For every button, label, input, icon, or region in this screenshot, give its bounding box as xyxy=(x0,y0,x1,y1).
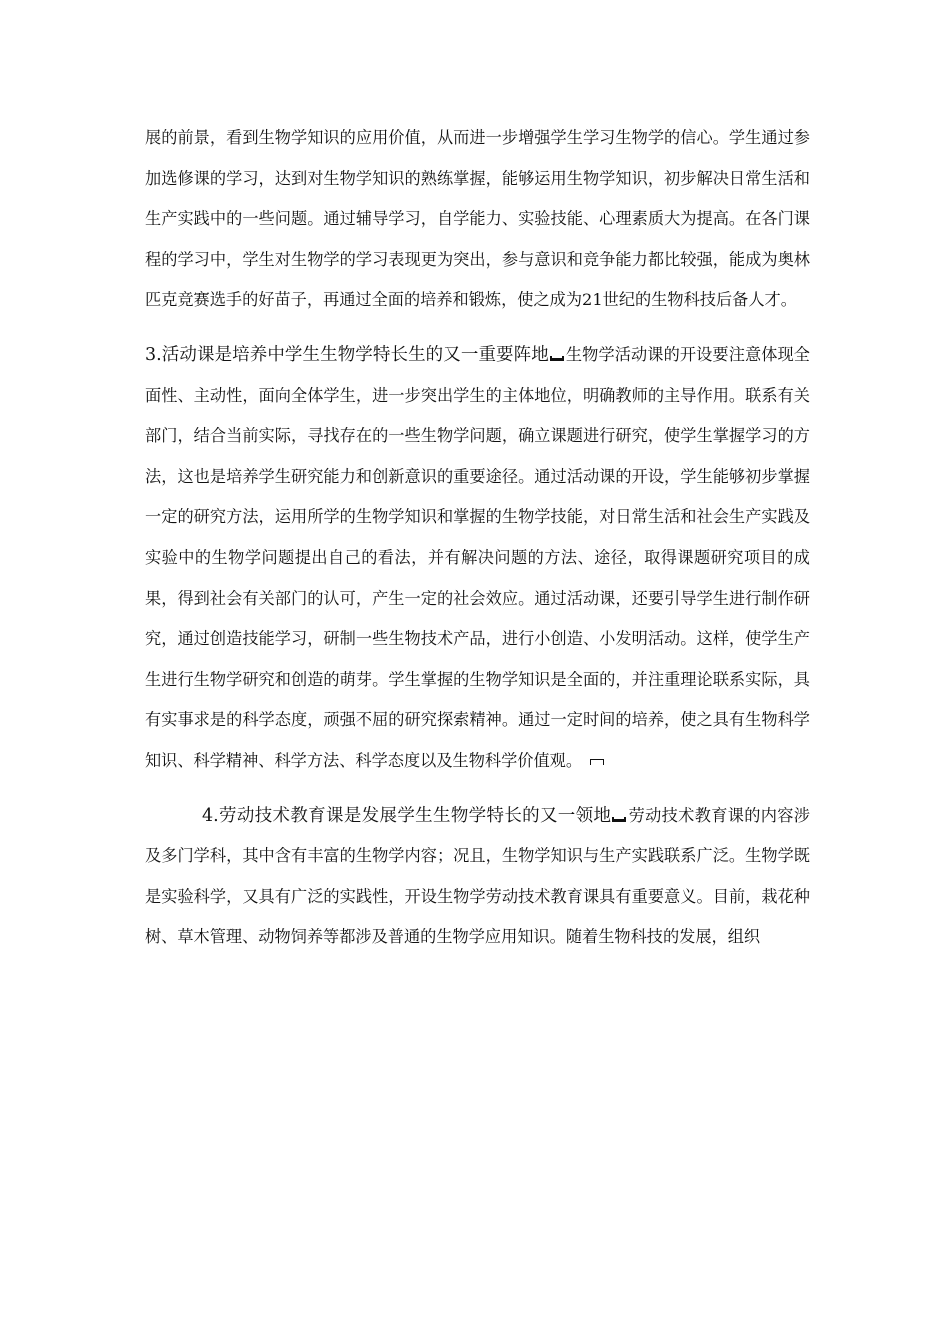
paragraph-end-marker-icon xyxy=(590,759,604,765)
section-break-marker-icon xyxy=(550,356,564,361)
document-page xyxy=(145,118,810,958)
section-break-marker-icon xyxy=(612,817,626,822)
paragraph-2 xyxy=(145,335,810,782)
paragraph-3 xyxy=(145,796,810,958)
section-4-body: 劳动技术教育课的内容涉及多门学科，其中含有丰富的生物学内容；况且，生物学知识与生产实践联系广泛。生物学既是实验科学，又具有广泛的实践性，开设生物学劳动技术教育课具有重要意义。目前，栽花种树、草木管理、动物饲养等都涉及普通的生物学应用知识。随着生物科技的发展，组织 xyxy=(145,805,810,947)
section-3-heading: 3.活动课是培养中学生生物学特长生的又一重要阵地 xyxy=(145,344,549,365)
section-3-body: 生物学活动课的开设要注意体现全面性、主动性，面向全体学生，进一步突出学生的主体地位，明确教师的主导作用。联系有关部门，结合当前实际，寻找存在的一些生物学问题，确立课题进行研究，使学生掌握学习的方法，这也是培养学生研究能力和创新意识的重要途径。通过活动课的开设，学生能够初步掌握一定的研究方法，运用所学的生物学知识和掌握的生物学技能，对日常生活和社会生产实践及实验中的生物学问题提出自己的看法，并有解决问题的方法、途径，取得课题研究项目的成果，得到社会有关部门的认可，产生一定的社会效应。通过活动课，还要引导学生进行制作研究，通过创造技能学习，研制一些生物技术产品，进行小创造、小发明活动。这样，使学生产生进行生物学研究和创造的萌芽。学生掌握的生物学知识是全面的，并注重理论联系实际，具有实事求是的科学态度，顽强不屈的研究探索精神。通过一定时间的培养，使之具有生物科学知识、科学精神、科学方法、科学态度以及生物科学价值观。 xyxy=(145,344,810,770)
section-4-heading: 4.劳动技术教育课是发展学生生物学特长的又一领地 xyxy=(202,805,612,826)
paragraph-1: 展的前景，看到生物学知识的应用价值，从而进一步增强学生学习生物学的信心。学生通过参加选修课的学习，达到对生物学知识的熟练掌握，能够运用生物学知识，初步解决日常生活和生产实践中的一些问题。通过辅导学习，自学能力、实验技能、心理素质大为提高。在各门课程的学习中，学生对生物学的学习表现更为突出，参与意识和竞争能力都比较强，能成为奥林匹克竞赛选手的好苗子，再通过全面的培养和锻炼，使之成为21世纪的生物科技后备人才。 xyxy=(145,128,810,310)
